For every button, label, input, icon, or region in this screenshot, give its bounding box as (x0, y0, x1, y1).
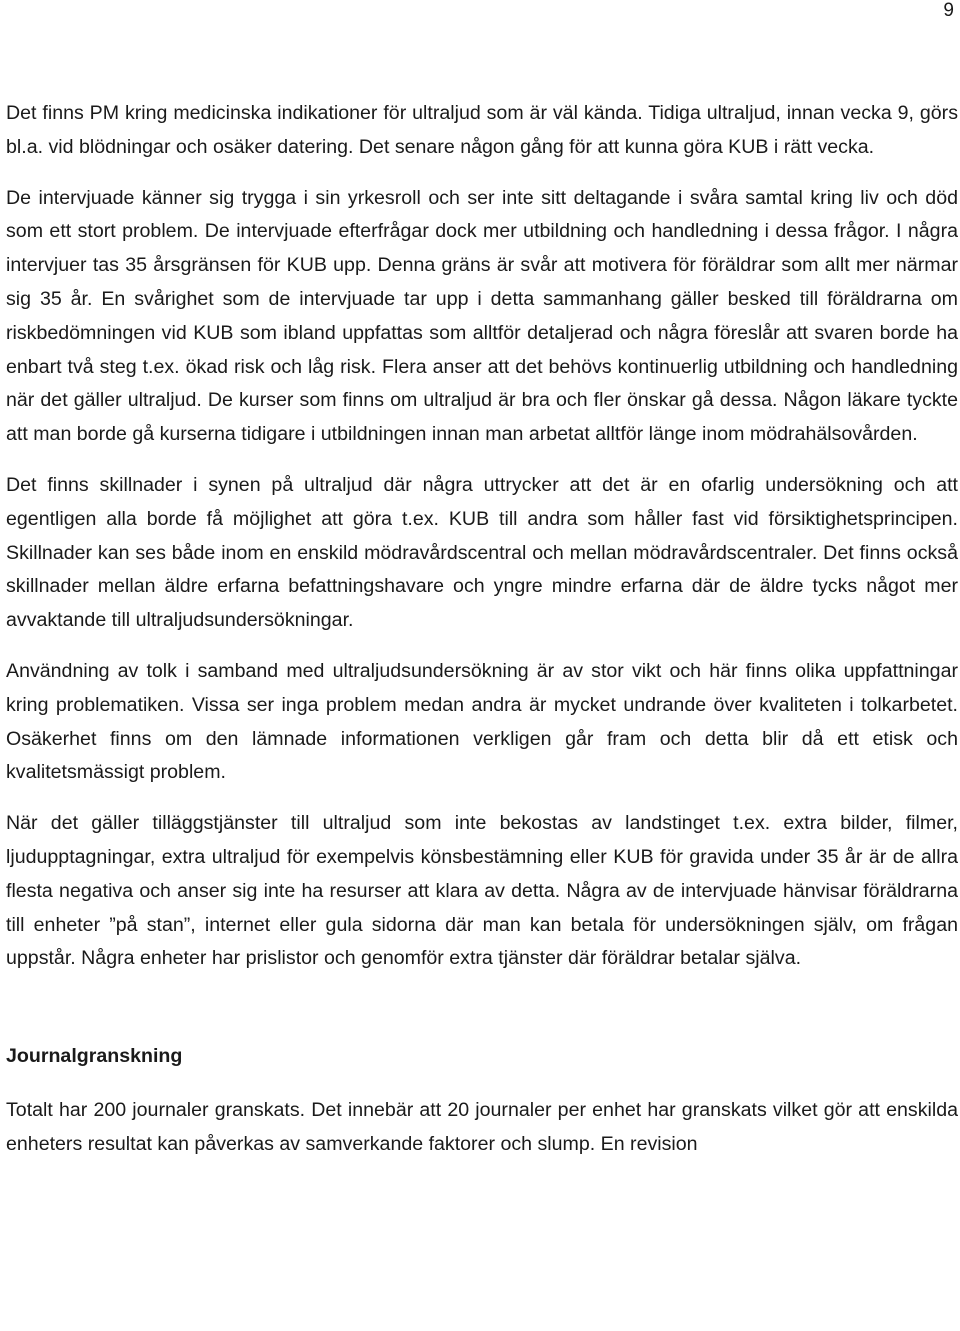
paragraph-journal-review: Totalt har 200 journaler granskats. Det innebär att 20 journaler per enhet har granskats vilket gör att enskilda enheters resultat kan påverkas av samverkande faktorer och slump. En revision (6, 1098, 958, 1155)
page-number: 9 (943, 0, 954, 21)
document-body (6, 97, 958, 1162)
paragraph-additional-services: När det gäller tilläggstjänster till ultraljud som inte bekostas av landstinget t.ex. extra bilder, filmer, ljudupptagningar, extra ultraljud för exempelvis könsbestämning eller KUB för gravida under 35 år är de allra flesta negativa och anser sig inte ha resurser att klara av detta. Några av de intervjuade hänvisar föräldrarna till enheter ”på stan”, internet eller gula sidorna där man kan betala för undersökningen själv, om frågan uppstår. Några enheter har prislistor och genomför extra tjänster där föräldrar betalar själva. (6, 812, 958, 970)
paragraph-interpreter-use: Användning av tolk i samband med ultraljudsundersökning är av stor vikt och här finns olika uppfattningar kring problematiken. Vissa ser inga problem medan andra är mycket undrande över kvaliteten i tolkarbetet. Osäkerhet finns om den lämnade informationen verkligen går fram och detta blir då ett etisk och kvalitetsmässigt problem. (6, 659, 958, 784)
paragraph-interviewees-role: De intervjuade känner sig trygga i sin yrkesroll och ser inte sitt deltagande i svåra samtal kring liv och död som ett stort problem. De intervjuade efterfrågar dock mer utbildning och handledning i dessa frågor. I några intervjuer tas 35 årsgränsen för KUB upp. Denna gräns är svår att motivera för föräldrar som allt mer närmar sig 35 år. En svårighet som de intervjuade tar upp i detta sammanhang gäller besked till föräldrarna om riskbedömningen vid KUB som ibland uppfattas som alltför detaljerad och några föreslår att svaren borde ha enbart två steg t.ex. ökad risk och låg risk. Flera anser att det behövs kontinuerlig utbildning och handledning när det gäller ultraljud. De kurser som finns om ultraljud är bra och fler önskar gå dessa. Någon läkare tyckte att man borde gå kurserna tidigare i utbildningen innan man arbetat alltför länge inom mödrahälsovården. (6, 186, 958, 446)
section-heading-journal-review: Journalgranskning (6, 1045, 183, 1068)
paragraph-ultrasound-indications: Det finns PM kring medicinska indikationer för ultraljud som är väl kända. Tidiga ultraljud, innan vecka 9, görs bl.a. vid blödningar och osäker datering. Det senare någon gång för att kunna göra KUB i rätt vecka. (6, 102, 958, 158)
paragraph-differing-views: Det finns skillnader i synen på ultraljud där några uttrycker att det är en ofarlig undersökning och att egentligen alla borde få möjlighet att göra t.ex. KUB till andra som håller fast vid försiktighetsprincipen. Skillnader kan ses både inom en enskild mödravårdscentral och mellan mödravårdscentraler. Det finns också skillnader mellan äldre erfarna befattningshavare och yngre mindre erfarna där de äldre tycks något mer avvaktande till ultraljudsundersökningar. (6, 473, 958, 632)
